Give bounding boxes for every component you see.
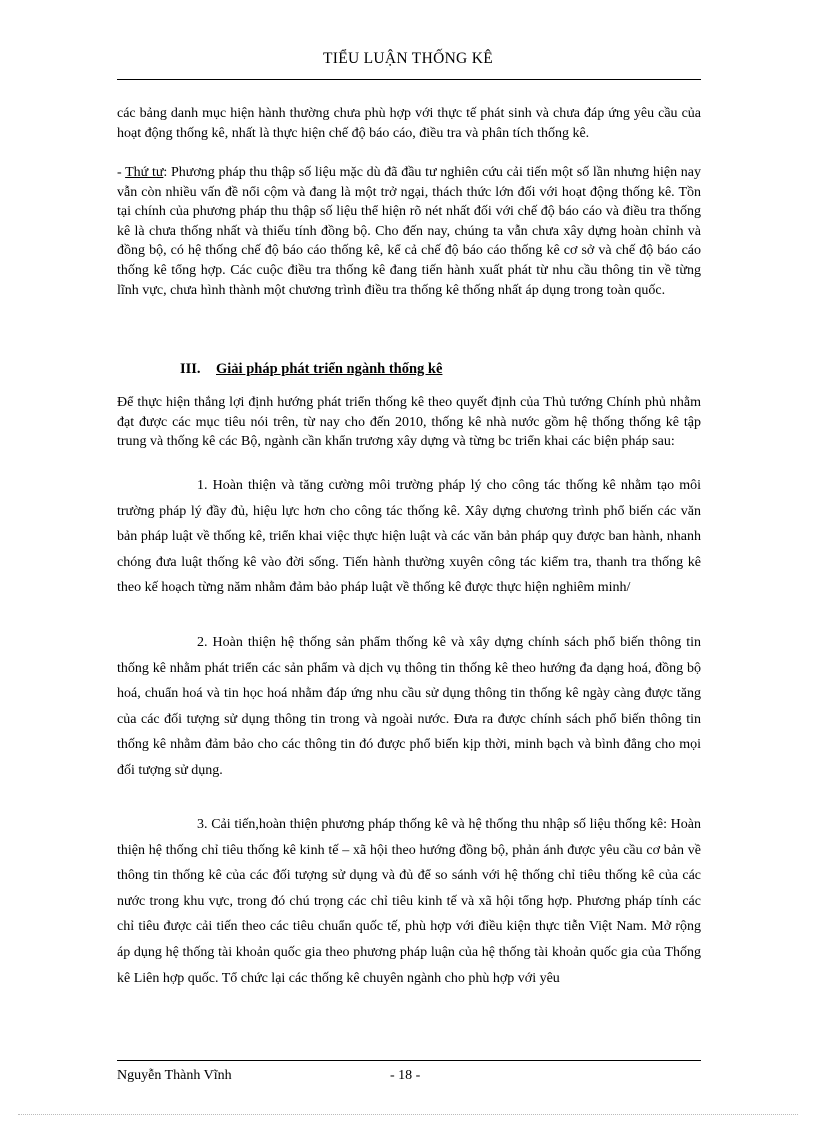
header-rule: [117, 79, 701, 80]
point-dash: -: [117, 165, 126, 180]
page-bottom-dotted-border: [18, 1114, 798, 1115]
footer-author: Nguyễn Thành Vĩnh: [117, 1068, 232, 1083]
solution-item-3: 3. Cải tiến,hoàn thiện phương pháp thống kê và hệ thống thu nhập số liệu thống kê: Hoàn thiện hệ thống chỉ tiêu thống kê kinh tế – xã hội theo hướng đồng bộ, phản ánh được yêu cầu cơ bản về thông tin thống kê của các đối tượng sử dụng và đủ để so sánh với hệ thống chỉ tiêu thống kê của các nước trong khu vực, trong đó chú trọng các chỉ tiêu kinh tế và xã hội tổng hợp. Phương pháp tính các chỉ tiêu được cải tiến theo các tiêu chuẩn quốc tế, phù hợp với điều kiện thực tiễn Việt Nam. Mở rộng áp dụng hệ thống tài khoản quốc gia theo phương pháp luận của hệ thống tài khoản quốc gia của Thống kê Liên hợp quốc. Tổ chức lại các thống kê chuyên ngành cho phù hợp với yêu: [117, 817, 701, 986]
section-number: III.: [180, 361, 201, 377]
page-number: - 18 -: [390, 1068, 421, 1083]
solution-item-1: 1. Hoàn thiện và tăng cường môi trường pháp lý cho công tác thống kê nhằm tạo môi trường pháp lý đầy đủ, hiệu lực hơn cho công tác thống kê. Xây dựng chương trình phổ biến các văn bản pháp luật về thống kê, triển khai việc thực hiện luật và các văn bản pháp quy được ban hành, nhanh chóng đưa luật thống kê vào đời sống. Tiến hành thường xuyên công tác kiểm tra, thanh tra thống kê theo kế hoạch từng năm nhằm đảm bảo pháp luật về thống kê được thực hiện nghiêm minh/: [117, 478, 701, 596]
solution-item-2: 2. Hoàn thiện hệ thống sản phẩm thống kê và xây dựng chính sách phổ biến thông tin thống kê nhằm phát triển các sản phẩm và dịch vụ thông tin thống kê theo hướng đa dạng hoá, đồng bộ hoá, chuẩn hoá và tin học hoá nhằm đáp ứng nhu cầu sử dụng thông tin thống kê ngày càng được tăng của các đối tượng sử dụng thông tin trong và ngoài nước. Đưa ra được chính sách phổ biến thông tin thống kê nhằm đảm bảo cho các thông tin đó được phổ biến kịp thời, minh bạch và bình đẳng cho mọi đối tượng sử dụng.: [117, 635, 701, 778]
point-text: : Phương pháp thu thập số liệu mặc dù đã đầu tư nghiên cứu cải tiến một số lần nhưng hiện nay vẫn còn nhiều vấn đề nổi cộm và đang là một trở ngại, thách thức lớn đối với hoạt động thống kê. Tồn tại chính của phương pháp thu thập số liệu thể hiện rõ nét nhất đối với chế độ báo cáo và điều tra thống kê là chưa thống nhất và thiếu tính đồng bộ. Cho đến nay, chúng ta vẫn chưa xây dựng hoàn chỉnh và đồng bộ, có hệ thống chế độ báo cáo thống kê, kể cả chế độ báo cáo thống kê cơ sở và chế độ báo cáo thống kê tổng hợp. Các cuộc điều tra thống kê đang tiến hành xuất phát từ nhu cầu thông tin về từng lĩnh vực, chưa hình thành một chương trình điều tra thống kê thống nhất áp dụng trong toàn quốc.: [117, 165, 701, 298]
section-heading: [180, 361, 442, 378]
intro-continuation: các bảng danh mục hiện hành thường chưa phù hợp với thực tế phát sinh và chưa đáp ứng yêu cầu của hoạt động thống kê, nhất là thực hiện chế độ báo cáo, điều tra và phân tích thống kê.: [117, 106, 701, 141]
footer-rule: [117, 1060, 701, 1061]
page-header-title: TIỂU LUẬN THỐNG KÊ: [323, 50, 493, 67]
point-label: Thứ tư: [125, 165, 164, 180]
section-title: Giải pháp phát triển ngành thống kê: [216, 361, 443, 377]
section-lead-paragraph: Để thực hiện thắng lợi định hướng phát triển thống kê theo quyết định của Thủ tướng Chính phủ nhằm đạt được các mục tiêu nói trên, từ nay cho đến 2010, thống kê nhà nước gồm hệ thống thống kê tập trung và thống kê các Bộ, ngành cần khẩn trương xây dựng và từng bc triển khai các biện pháp sau:: [117, 395, 701, 450]
point-four-paragraph: [117, 163, 701, 300]
